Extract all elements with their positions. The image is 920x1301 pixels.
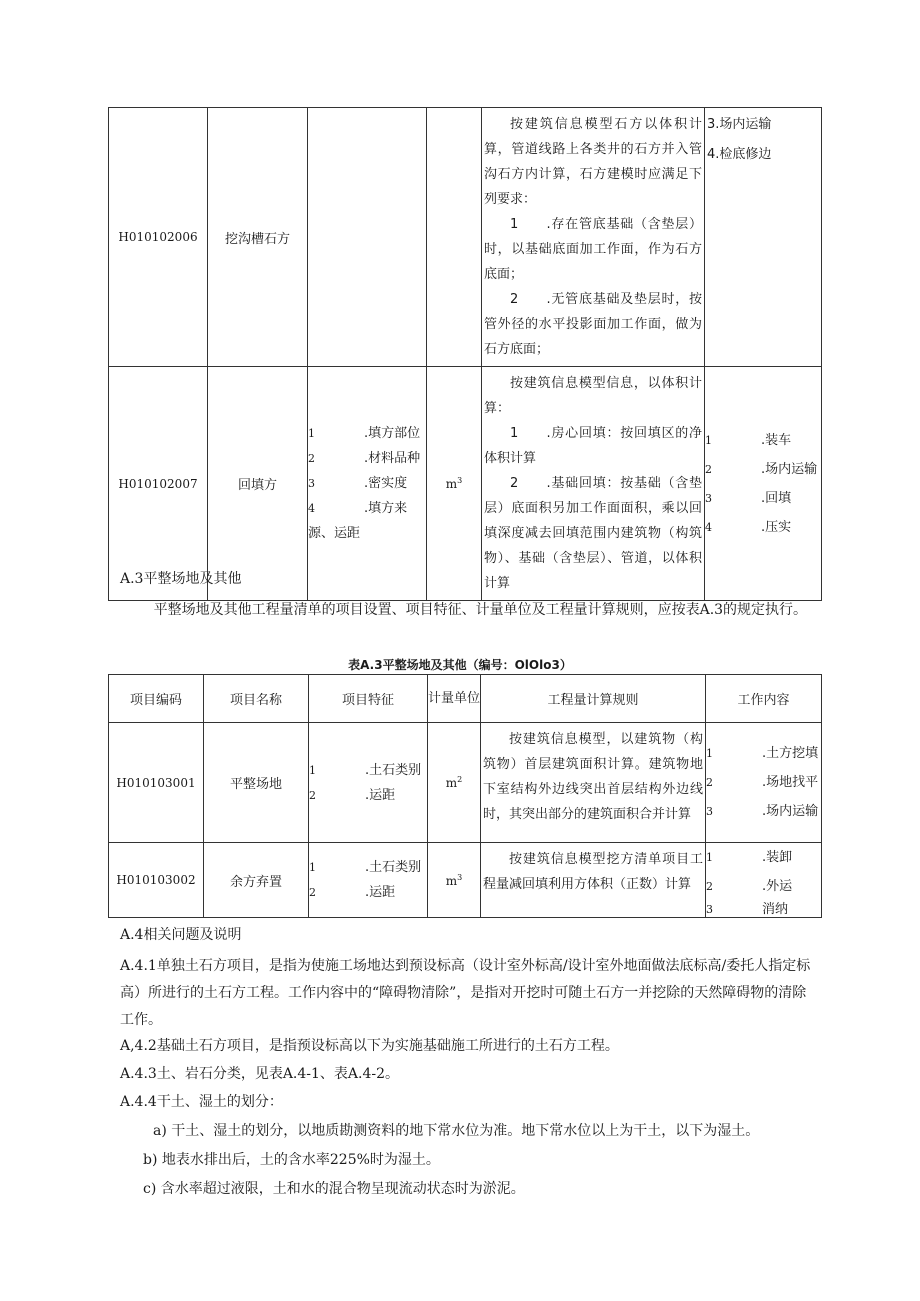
- rule-text: 1 .存在管底基础（含垫层）时，以基础底面加工作面，作为石方底面；: [484, 217, 702, 282]
- list-marker: c): [143, 1181, 157, 1197]
- unit-exponent: 2: [457, 775, 463, 784]
- item-code: H010102007: [109, 367, 208, 601]
- section-a3-paragraph: 平整场地及其他工程量清单的项目设置、项目特征、计量单位及工程量计算规则，应按表A.3的规定执行。: [153, 602, 808, 618]
- table-row: [109, 108, 822, 367]
- work-item: 3.场内运输: [707, 117, 772, 132]
- work-num: 2: [706, 880, 713, 893]
- table-caption: 表A.3平整场地及其他（编号：OlOlo3）: [348, 658, 572, 672]
- rule-text: 1 .房心回填：按回填区的净体积计算: [484, 426, 702, 466]
- feature-num: 1: [309, 861, 316, 874]
- feature-text: 源、运距: [308, 526, 361, 541]
- item-name: 挖沟槽石方: [208, 108, 308, 367]
- item-rule: [482, 108, 705, 367]
- item-rule: [481, 723, 706, 843]
- item-work: [706, 723, 822, 843]
- work-num: 2: [706, 776, 713, 789]
- work-num: 1: [706, 747, 713, 760]
- feature-text: .密实度: [364, 476, 408, 491]
- item-name: 余方弃置: [204, 843, 309, 918]
- work-text: .回填: [761, 490, 792, 506]
- rule-text: 按建筑信息模型石方以体积计算，管道线路上各类井的石方并入管沟石方内计算，石方建模时应满足下列要求：: [484, 117, 702, 207]
- feature-text: .填方来: [364, 501, 408, 516]
- feature-text: .运距: [365, 885, 396, 900]
- rule-text: 2 .基础回填：按基础（含垫层）底面积另加工作面面积，乘以回填深度减去回填范围内建筑物（构筑物）、基础（含垫层）、管道，以体积计算: [484, 476, 702, 591]
- unit-text: m: [445, 477, 458, 491]
- list-text: 含水率超过液限，土和水的混合物呈现流动状态时为淤泥。: [160, 1181, 525, 1197]
- table-row: [109, 843, 822, 918]
- table-header-row: [109, 675, 822, 723]
- item-code: H010103001: [109, 723, 204, 843]
- item-features: [309, 843, 428, 918]
- header-work: 工作内容: [706, 675, 822, 723]
- work-text: .场地找平: [762, 775, 819, 790]
- item-features: [308, 367, 427, 601]
- unit-exponent: 3: [457, 872, 463, 882]
- item-code: H010102006: [109, 108, 208, 367]
- table-row: [109, 723, 822, 843]
- work-num: 3: [706, 805, 713, 818]
- work-num: 1: [706, 851, 713, 864]
- item-unit: [428, 723, 481, 843]
- feature-text: .土石类别: [365, 762, 422, 778]
- unit-exponent: 3: [457, 476, 463, 485]
- item-code: H010103002: [109, 843, 204, 918]
- item-unit: [427, 108, 482, 367]
- header-unit: 计量单位: [428, 675, 481, 723]
- work-text: .装车: [761, 432, 792, 448]
- clause-a4-1: A.4.1单独土石方项目，是指为使施工场地达到预设标高（设计室外标高/设计室外地面做法底标高/委托人指定标高）所进行的土石方工程。工作内容中的“障碍物清除”，是指对开挖时可随土石方一并挖除的天然障碍物的清除工作。: [120, 958, 811, 1028]
- feature-num: 3: [308, 477, 315, 490]
- feature-text: .填方部位: [364, 426, 421, 441]
- rule-text: 按建筑信息模型信息，以体积计算：: [484, 376, 702, 416]
- list-marker: b): [143, 1152, 158, 1168]
- header-rule: 工程量计算规则: [481, 675, 706, 723]
- item-features: [308, 108, 427, 367]
- section-heading-a4: A.4相关问题及说明: [120, 927, 242, 943]
- header-code: 项目编码: [109, 675, 204, 723]
- header-name: 项目名称: [204, 675, 309, 723]
- feature-text: .运距: [365, 787, 396, 803]
- list-item: [153, 1121, 823, 1141]
- rule-text: 按建筑信息模型挖方清单项目工程量减回填利用方体积（正数）计算: [483, 852, 703, 892]
- rule-text: 按建筑信息模型，以建筑物（构筑物）首层建筑面积计算。建筑物地下室结构外边线突出首层结构外边线时，其突出部分的建筑面积合并计算: [483, 732, 703, 822]
- list-item: [143, 1150, 813, 1170]
- item-features: [309, 723, 428, 843]
- work-item: 4.检底修边: [707, 147, 772, 162]
- work-num: 2: [705, 462, 712, 476]
- item-unit: [427, 367, 482, 601]
- work-text: .压实: [761, 519, 792, 535]
- header-feature: 项目特征: [309, 675, 428, 723]
- item-unit: [428, 843, 481, 918]
- feature-text: .土石类别: [365, 860, 422, 875]
- list-item: [143, 1179, 813, 1199]
- work-num: 3: [706, 903, 713, 916]
- feature-num: 2: [308, 452, 315, 465]
- feature-num: 1: [309, 763, 316, 777]
- table-a3: [108, 674, 822, 918]
- work-num: 1: [705, 433, 712, 447]
- item-rule: [482, 367, 705, 601]
- list-marker: a): [153, 1123, 167, 1139]
- rule-text: 2 .无管底基础及垫层时，按管外径的水平投影面加工作面，做为石方底面；: [484, 292, 702, 357]
- item-work: [705, 367, 822, 601]
- feature-num: 2: [309, 886, 316, 899]
- work-text: .外运: [762, 879, 793, 894]
- item-name: 平整场地: [204, 723, 309, 843]
- item-rule: [481, 843, 706, 918]
- clause-a4-4: A.4.4干土、湿土的划分：: [120, 1094, 283, 1110]
- item-work: [706, 843, 822, 918]
- feature-num: 2: [309, 788, 316, 802]
- table-row: [109, 367, 822, 601]
- table-a2-continuation: [108, 107, 822, 601]
- work-text: .场内运输: [762, 804, 819, 819]
- feature-num: 4: [308, 502, 315, 515]
- work-text: .装卸: [762, 850, 793, 865]
- feature-text: .材料品种: [364, 451, 421, 466]
- feature-num: 1: [308, 427, 315, 440]
- section-heading-a3: A.3平整场地及其他: [120, 571, 242, 587]
- list-text: 地表水排出后，土的含水率225%时为湿土。: [161, 1152, 440, 1168]
- unit-text: m: [445, 873, 458, 888]
- list-text: 干土、湿土的划分，以地质勘测资料的地下常水位为准。地下常水位以上为干土，以下为湿土。: [171, 1123, 760, 1139]
- work-text: .场内运输: [761, 461, 818, 477]
- item-name: 回填方: [208, 367, 308, 601]
- clause-a4-3: A.4.3土、岩石分类，见表A.4-1、表A.4-2。: [120, 1066, 400, 1082]
- work-text: .土方挖填: [762, 746, 819, 761]
- work-text: 消纳: [762, 902, 789, 916]
- work-num: 4: [705, 520, 712, 534]
- clause-a4-2: A,4.2基础土石方项目，是指预设标高以下为实施基础施工所进行的土石方工程。: [120, 1038, 619, 1054]
- unit-text: m: [445, 776, 458, 790]
- item-work: [705, 108, 822, 367]
- work-num: 3: [705, 491, 712, 505]
